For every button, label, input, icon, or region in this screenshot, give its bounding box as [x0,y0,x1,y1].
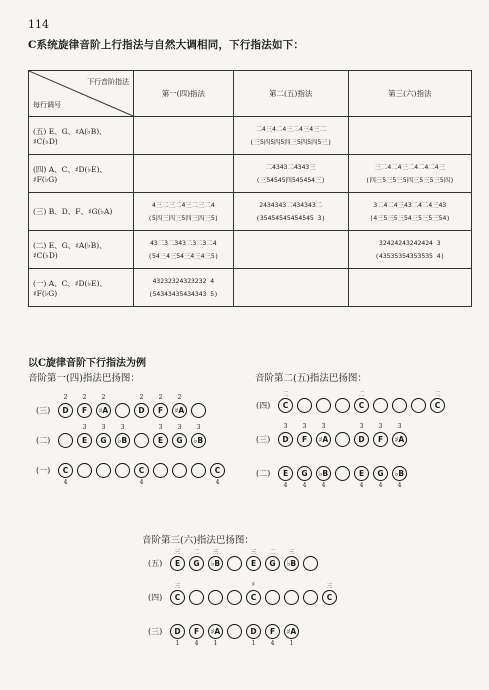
header-top-label: 下行音阶指法 [87,78,129,86]
right-diagram-finger-number: 3 [397,423,402,430]
fingering-sequence: (三5四5四5四三5四5四5三) [249,137,332,146]
left-diagram-button [191,403,206,418]
left-diagram-button [58,433,73,448]
bottom-diagram-button [303,590,318,605]
fingering-sequence: (54343435434343 5) [148,289,218,298]
left-diagram-button: F [77,403,92,418]
left-diagram-finger-number: 2 [158,394,163,401]
bottom-diagram-button [265,590,280,605]
col-header-3: 第三(六)指法 [348,71,471,117]
fingering-sequence: (43535354353535 4) [375,251,445,260]
fingering-cell [348,193,471,231]
left-diagram-button [172,463,187,478]
right-diagram-finger-number: 4 [359,482,364,489]
left-diagram-button: D [134,403,149,418]
fingering-sequence: (四三5三5三5四三5三5三5四) [365,175,454,184]
right-diagram-title: 音阶第二(五)指法巴扬图： [255,373,367,384]
right-diagram-button [392,398,407,413]
bottom-diagram-finger-number: 二 [269,549,276,556]
right-diagram-button: E [354,466,369,481]
bottom-diagram-finger-number: 1 [251,640,256,647]
fingering-cell [134,231,234,269]
bottom-diagram-button [227,590,242,605]
fingering-sequence: (54三4三54三4三4三5) [148,251,219,260]
header-bottom-label: 每行调号 [33,101,61,109]
bottom-diagram-button [227,624,242,639]
right-diagram-finger-number: 3 [283,423,288,430]
right-diagram-row-label: (四) [256,401,271,410]
right-diagram-button [335,466,350,481]
right-diagram-button: G [373,466,388,481]
fingering-sequence: 43二3二343二3二3二4 [150,238,217,247]
bottom-diagram-button: D [170,624,185,639]
left-diagram-button: G [172,433,187,448]
fingering-sequence: 32424243242424 3 [379,238,441,247]
left-diagram-button: ♭B [191,433,206,448]
bottom-diagram-row-label: (四) [148,593,163,602]
fingering-sequence: 2434343二434343二 [259,200,323,209]
row-key-label: (三) B、D、F、♯G(♭A) [29,193,134,231]
fingering-table [28,70,472,307]
bottom-diagram-finger-number: 1 [289,640,294,647]
bottom-diagram-finger-number: 4 [194,640,199,647]
bottom-diagram-finger-number: 三 [288,549,295,556]
right-diagram-button: G [297,466,312,481]
left-diagram-finger-number: 2 [177,394,182,401]
example-title: 以C旋律音阶下行指法为例 [28,358,146,369]
col-header-1: 第一(四)指法 [134,71,234,117]
right-diagram-button [411,398,426,413]
bottom-diagram-button: C [246,590,261,605]
intro-text: C系统旋律音阶上行指法与自然大调相同，下行指法如下： [28,39,305,51]
right-diagram-finger-number: 3 [359,423,364,430]
bottom-diagram-button: E [246,556,261,571]
bottom-diagram-button [189,590,204,605]
bottom-diagram-button [208,590,223,605]
row-key-label: (二) E、G、♯A(♭B)、♯C(♭D) [29,231,134,269]
bottom-diagram-button [227,556,242,571]
left-diagram-button [134,433,149,448]
fingering-cell [134,117,234,155]
bottom-diagram-title: 音阶第三(六)指法巴扬图： [142,535,254,546]
fingering-cell [348,231,471,269]
left-diagram-button: G [96,433,111,448]
left-diagram-finger-number: 2 [82,394,87,401]
right-diagram-button [373,398,388,413]
left-diagram-row-label: (三) [36,406,51,415]
right-diagram-finger-number: 4 [302,482,307,489]
left-diagram-finger-number: 4 [215,479,220,486]
right-diagram-button [316,398,331,413]
left-diagram-finger-number: 4 [63,479,68,486]
left-diagram-button: ♭B [115,433,130,448]
left-diagram-finger-number: 2 [63,394,68,401]
row-key-label: (五) E、G、♯A(♭B)、♯C(♭D) [29,117,134,155]
fingering-cell [233,231,348,269]
table-row [29,193,472,231]
left-diagram-button [191,463,206,478]
left-diagram-button: E [77,433,92,448]
right-diagram-finger-number: 4 [321,482,326,489]
bottom-diagram-button: G [189,556,204,571]
left-diagram-finger-number: 2 [101,394,106,401]
bottom-diagram-button: C [322,590,337,605]
left-diagram-finger-number: 4 [139,479,144,486]
right-diagram-finger-number: 二 [358,391,365,398]
fingering-cell [233,155,348,193]
fingering-sequence: 三二4二4三二4二4二4三 [374,162,445,171]
bottom-diagram-finger-number: 三 [174,549,181,556]
fingering-cell [134,155,234,193]
fingering-cell [348,155,471,193]
fingering-cell [233,117,348,155]
right-diagram-button: ♯A [392,432,407,447]
left-diagram-row-label: (一) [36,466,51,475]
fingering-sequence: 43232324323232 4 [152,276,215,285]
bottom-diagram-button: C [170,590,185,605]
left-diagram-finger-number: 3 [158,424,163,431]
bottom-diagram-finger-number: 1 [175,640,180,647]
left-diagram-button [115,463,130,478]
left-diagram-title: 音阶第一(四)指法巴扬图： [28,373,140,384]
fingering-sequence: (5四三四三5四三四三5) [148,213,219,222]
fingering-sequence: 4三二三二4三二三二4 [152,200,215,209]
bottom-diagram-finger-number: 1 [213,640,218,647]
right-diagram-button: D [354,432,369,447]
fingering-cell [348,117,471,155]
page-number: 114 [28,18,49,31]
bottom-diagram-button: D [246,624,261,639]
fingering-cell [134,193,234,231]
bottom-diagram-button: ♯A [208,624,223,639]
bottom-diagram-row-label: (五) [148,559,163,568]
fingering-sequence: (35454545454545 3) [256,213,326,222]
bottom-diagram-finger-number: 三 [250,549,257,556]
left-diagram-row-label: (二) [36,436,51,445]
row-key-label: (四) A、C、♯D(♭E)、♯F(♭G) [29,155,134,193]
left-diagram-button [115,403,130,418]
row-key-label: (一) A、C、♯D(♭E)、♯F(♭G) [29,269,134,307]
table-row [29,155,472,193]
left-diagram-button: C [58,463,73,478]
bottom-diagram-row-label: (三) [148,627,163,636]
left-diagram-button [96,463,111,478]
right-diagram-finger-number: 3 [378,423,383,430]
left-diagram-finger-number: 3 [82,424,87,431]
bottom-diagram-finger-number: 三 [326,583,333,590]
right-diagram-button: E [278,466,293,481]
right-diagram-button: ♯A [316,432,331,447]
left-diagram-button [77,463,92,478]
fingering-sequence: (4三5三5三54三5三5三54) [369,213,451,222]
right-diagram-finger-number: 二 [434,391,441,398]
bottom-diagram-button [303,556,318,571]
right-diagram-button: F [297,432,312,447]
fingering-sequence: 二4三4二4三二4三4三二 [255,124,326,133]
fingering-cell [348,269,471,307]
col-header-2: 第二(五)指法 [233,71,348,117]
left-diagram-finger-number: 3 [101,424,106,431]
left-diagram-button: E [153,433,168,448]
left-diagram-button: ♯A [172,403,187,418]
right-diagram-finger-number: 二 [282,391,289,398]
fingering-sequence: 3二4二4三43二4二4三43 [373,200,447,209]
left-diagram-button: C [134,463,149,478]
right-diagram-row-label: (二) [256,469,271,478]
table-row [29,117,472,155]
right-diagram-button [335,432,350,447]
bottom-diagram-button: ♯A [284,624,299,639]
table-header-diagonal [29,71,134,117]
bottom-diagram-finger-number: 4 [270,640,275,647]
fingering-sequence: 二4343二4343三 [265,162,316,171]
right-diagram-finger-number: 4 [397,482,402,489]
bottom-diagram-button: F [265,624,280,639]
bottom-diagram-button: F [189,624,204,639]
bottom-diagram-finger-number: 三 [212,549,219,556]
right-diagram-button [297,398,312,413]
left-diagram-button: D [58,403,73,418]
right-diagram-button: ♭B [392,466,407,481]
bottom-diagram-button: ♭B [208,556,223,571]
right-diagram-button: ♭B [316,466,331,481]
right-diagram-finger-number: 3 [321,423,326,430]
left-diagram-finger-number: 2 [139,394,144,401]
right-diagram-button: C [354,398,369,413]
fingering-cell [134,269,234,307]
bottom-diagram-button [284,590,299,605]
fingering-cell [233,269,348,307]
right-diagram-button: C [278,398,293,413]
left-diagram-button: C [210,463,225,478]
fingering-cell [233,193,348,231]
right-diagram-button: F [373,432,388,447]
left-diagram-finger-number: 3 [196,424,201,431]
table-row [29,269,472,307]
table-row [29,231,472,269]
bottom-diagram-finger-number: ♯ [252,581,255,588]
left-diagram-button: ♯A [96,403,111,418]
right-diagram-button: D [278,432,293,447]
right-diagram-button [335,398,350,413]
left-diagram-finger-number: 3 [177,424,182,431]
bottom-diagram-finger-number: 三 [174,583,181,590]
left-diagram-button: F [153,403,168,418]
bottom-diagram-button: G [265,556,280,571]
bottom-diagram-button: E [170,556,185,571]
right-diagram-row-label: (三) [256,435,271,444]
right-diagram-finger-number: 4 [283,482,288,489]
left-diagram-finger-number: 3 [120,424,125,431]
right-diagram-button: C [430,398,445,413]
left-diagram-button [153,463,168,478]
right-diagram-finger-number: 4 [378,482,383,489]
bottom-diagram-button: ♭B [284,556,299,571]
fingering-sequence: (三54545四545454三) [256,175,326,184]
right-diagram-finger-number: 3 [302,423,307,430]
bottom-diagram-finger-number: 二 [193,549,200,556]
